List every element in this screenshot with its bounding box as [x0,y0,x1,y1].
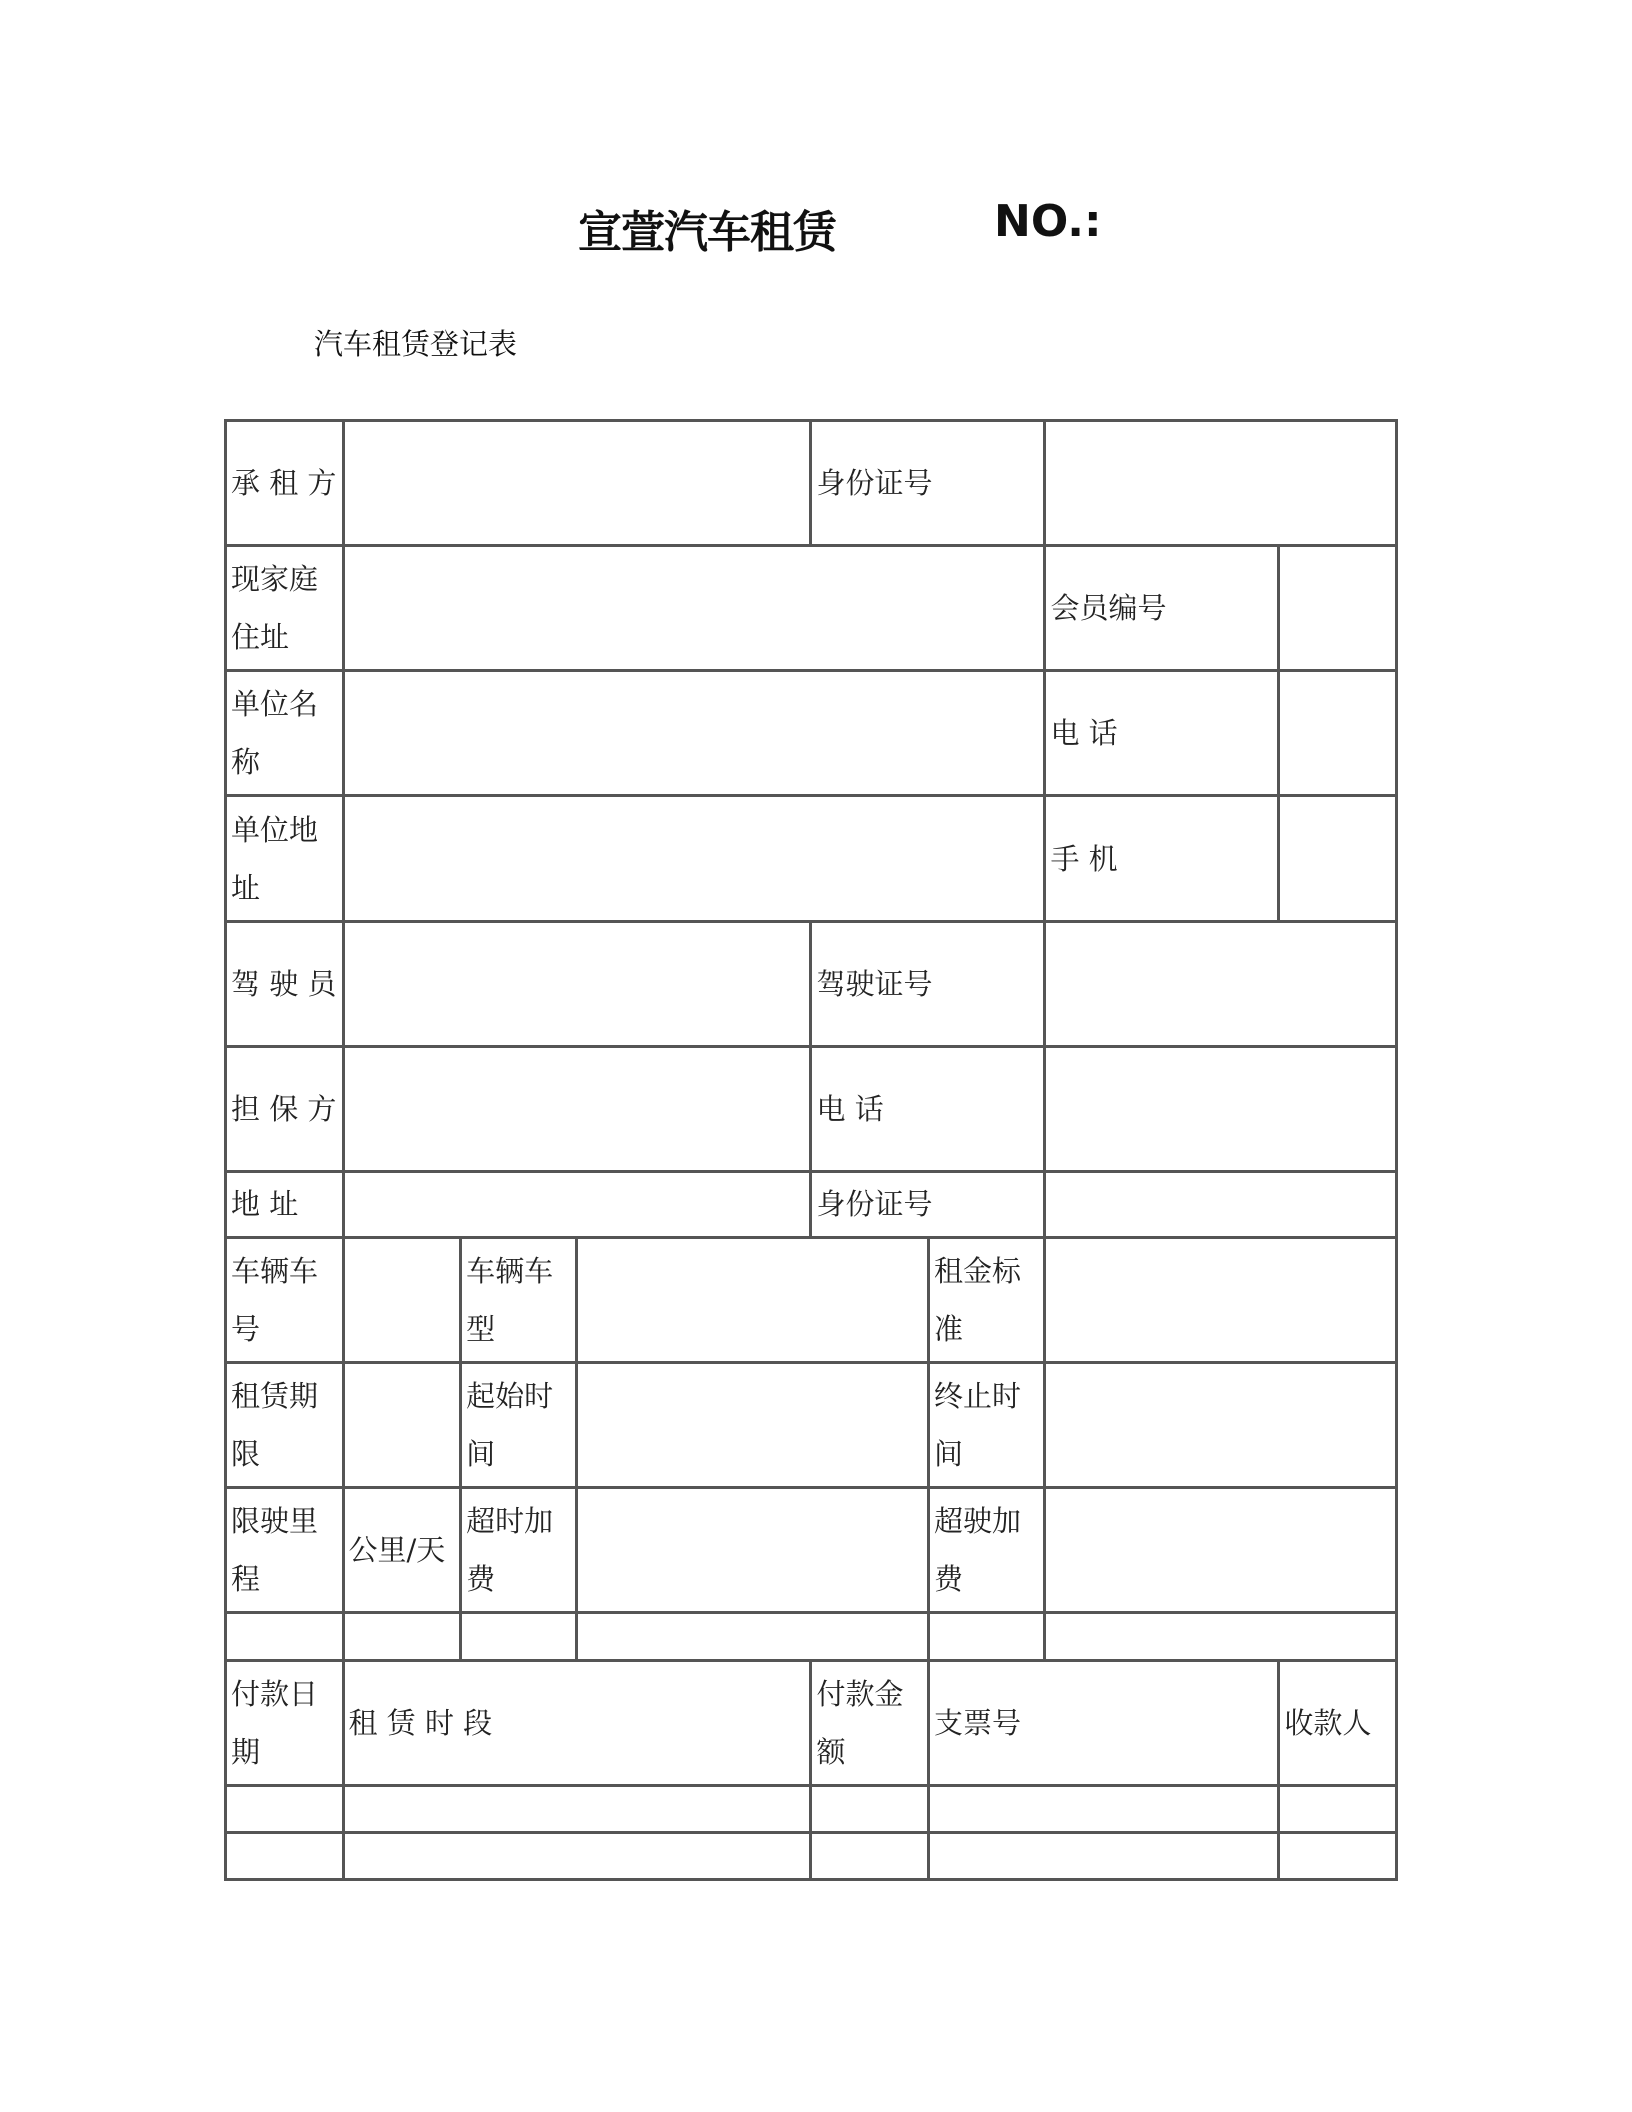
label-member-number: 会员编号 [1045,546,1279,671]
payment-row [226,1832,1397,1879]
payment-cell[interactable] [343,1785,811,1832]
payment-cell[interactable] [929,1832,1279,1879]
form-number-label: NO.: [994,196,1102,247]
label-overtime-fee: 超时加费 [461,1488,577,1613]
field-license-number[interactable] [1045,921,1397,1046]
field-phone[interactable] [1279,671,1397,796]
field-mobile[interactable] [1279,796,1397,921]
field-member-number[interactable] [1279,546,1397,671]
field-rent-standard[interactable] [1045,1238,1397,1363]
label-address: 地 址 [226,1171,344,1237]
label-guarantor-id-number: 身份证号 [811,1171,1045,1237]
label-id-number: 身份证号 [811,421,1045,546]
field-guarantor-id-number[interactable] [1045,1171,1397,1237]
row-vehicle [226,1238,1397,1363]
field-id-number[interactable] [1045,421,1397,546]
payment-cell[interactable] [811,1785,929,1832]
payment-cell[interactable] [226,1832,344,1879]
field-start-time[interactable] [577,1363,929,1488]
label-license-number: 驾驶证号 [811,921,1045,1046]
label-vehicle-model: 车辆车型 [461,1238,577,1363]
row-company-address [226,796,1397,921]
row-driver [226,921,1397,1046]
blank-cell[interactable] [461,1613,577,1660]
field-address[interactable] [343,1171,811,1237]
field-vehicle-model[interactable] [577,1238,929,1363]
row-company-name [226,671,1397,796]
field-guarantor-phone[interactable] [1045,1046,1397,1171]
row-address [226,1171,1397,1237]
payment-cell[interactable] [811,1832,929,1879]
blank-cell[interactable] [226,1613,344,1660]
field-company-name[interactable] [343,671,1045,796]
payment-cell[interactable] [343,1832,811,1879]
label-company-address: 单位地址 [226,796,344,921]
row-lease-term [226,1363,1397,1488]
payment-cell[interactable] [1279,1832,1397,1879]
label-end-time: 终止时间 [929,1363,1045,1488]
field-end-time[interactable] [1045,1363,1397,1488]
row-payment-header [226,1660,1397,1785]
blank-cell[interactable] [1045,1613,1397,1660]
label-lessee: 承 租 方 [226,421,344,546]
blank-cell[interactable] [929,1613,1045,1660]
label-company-name: 单位名称 [226,671,344,796]
row-mileage [226,1488,1397,1613]
field-vehicle-plate[interactable] [343,1238,461,1363]
blank-cell[interactable] [577,1613,929,1660]
field-guarantor[interactable] [343,1046,811,1171]
payment-cell[interactable] [1279,1785,1397,1832]
payment-cell[interactable] [929,1785,1279,1832]
label-driver: 驾 驶 员 [226,921,344,1046]
label-rental-period: 租 赁 时 段 [343,1660,811,1785]
field-lease-term[interactable] [343,1363,461,1488]
form-subtitle: 汽车租赁登记表 [314,327,518,361]
label-payee: 收款人 [1279,1660,1397,1785]
label-check-number: 支票号 [929,1660,1279,1785]
label-payment-date: 付款日期 [226,1660,344,1785]
label-phone: 电 话 [1045,671,1279,796]
field-home-address[interactable] [343,546,1045,671]
field-lessee[interactable] [343,421,811,546]
label-payment-amount: 付款金额 [811,1660,929,1785]
label-guarantor-phone: 电 话 [811,1046,1045,1171]
payment-cell[interactable] [226,1785,344,1832]
page-header [0,196,1632,256]
label-home-address: 现家庭住址 [226,546,344,671]
label-guarantor: 担 保 方 [226,1046,344,1171]
field-overtime-fee[interactable] [577,1488,929,1613]
payment-row [226,1785,1397,1832]
company-title: 宣萱汽车租赁 [578,207,836,258]
label-km-per-day: 公里/天 [343,1488,461,1613]
blank-cell[interactable] [343,1613,461,1660]
label-mobile: 手 机 [1045,796,1279,921]
field-driver[interactable] [343,921,811,1046]
row-guarantor [226,1046,1397,1171]
label-over-mileage-fee: 超驶加费 [929,1488,1045,1613]
field-company-address[interactable] [343,796,1045,921]
label-mileage-limit: 限驶里程 [226,1488,344,1613]
label-rent-standard: 租金标准 [929,1238,1045,1363]
rental-registration-table [224,419,1398,1881]
row-blank [226,1613,1397,1660]
label-lease-term: 租赁期限 [226,1363,344,1488]
label-vehicle-plate: 车辆车号 [226,1238,344,1363]
label-start-time: 起始时间 [461,1363,577,1488]
row-home-address [226,546,1397,671]
field-over-mileage-fee[interactable] [1045,1488,1397,1613]
row-lessee [226,421,1397,546]
